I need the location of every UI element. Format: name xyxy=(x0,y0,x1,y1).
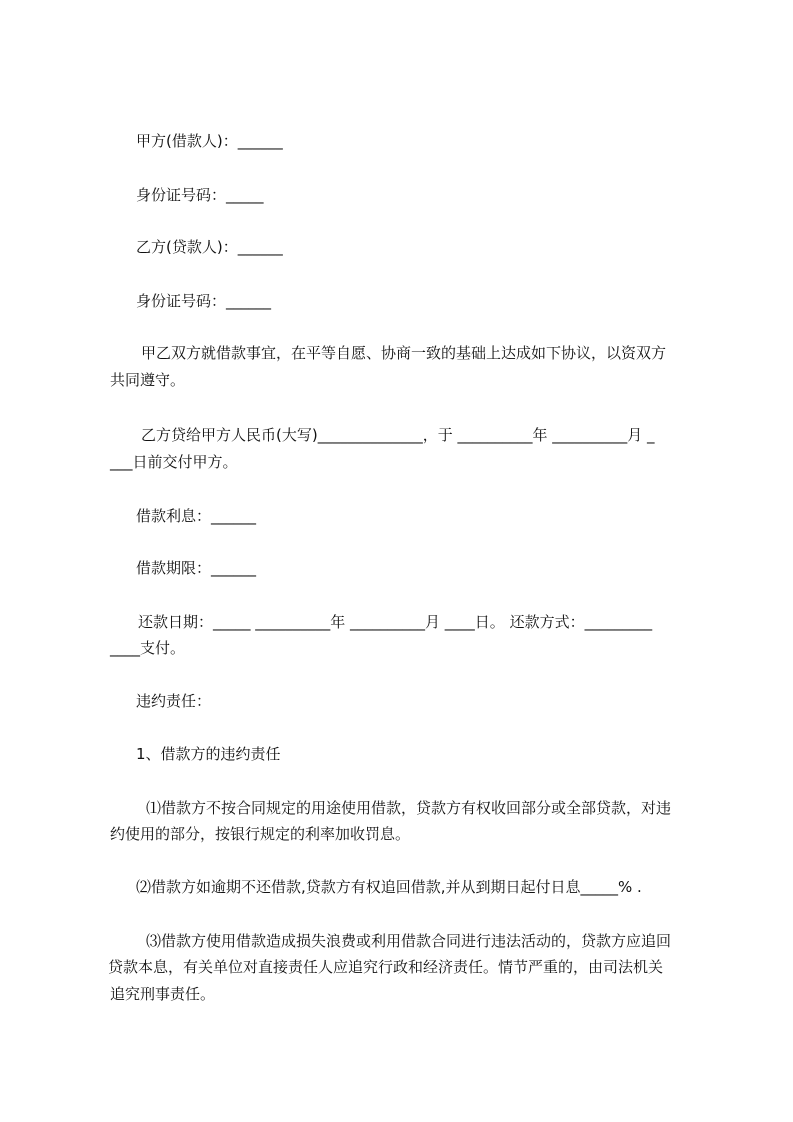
agreement-intro-line-2: 共同遵守。 xyxy=(110,371,186,389)
borrower-id-line: 身份证号码：_____ xyxy=(136,186,264,204)
repayment-line-1: 还款日期：_____ __________年 __________月 ____日。 还款方式：_________ xyxy=(138,613,653,631)
clause-1-line-1: ⑴借款方不按合同规定的用途使用借款，贷款方有权收回部分或全部贷款，对违 xyxy=(146,799,672,817)
clause-3-line-1: ⑶借款方使用借款造成损失浪费或利用借款合同进行违法活动的，贷款方应追回 xyxy=(146,932,672,950)
repayment-line-2: ____支付。 xyxy=(110,639,186,657)
lender-line: 乙方(贷款人)：______ xyxy=(136,238,283,256)
interest-line: 借款利息：______ xyxy=(136,507,257,525)
term-line: 借款期限：______ xyxy=(136,559,257,577)
agreement-intro-line-1: 甲乙双方就借款事宜，在平等自愿、协商一致的基础上达成如下协议，以资双方 xyxy=(141,344,667,362)
lender-id-line: 身份证号码：______ xyxy=(136,292,272,310)
clause-2-line: ⑵借款方如逾期不还借款,贷款方有权追回借款,并从到期日起付日息_____% . xyxy=(136,878,642,896)
liability-heading: 违约责任： xyxy=(136,692,212,710)
clause-3-line-3: 追究刑事责任。 xyxy=(110,985,216,1003)
clause-3-line-2: 贷款本息，有关单位对直接责任人应追究行政和经济责任。情节严重的，由司法机关 xyxy=(108,958,664,976)
borrower-liability-heading: 1、借款方的违约责任 xyxy=(136,745,281,763)
loan-amount-line-2: ___日前交付甲方。 xyxy=(110,453,238,471)
borrower-line: 甲方(借款人)：______ xyxy=(136,132,283,150)
loan-amount-line-1: 乙方贷给甲方人民币(大写)______________，于 __________年 __________月 _ xyxy=(141,426,655,444)
clause-1-line-2: 约使用的部分，按银行规定的利率加收罚息。 xyxy=(110,825,411,843)
